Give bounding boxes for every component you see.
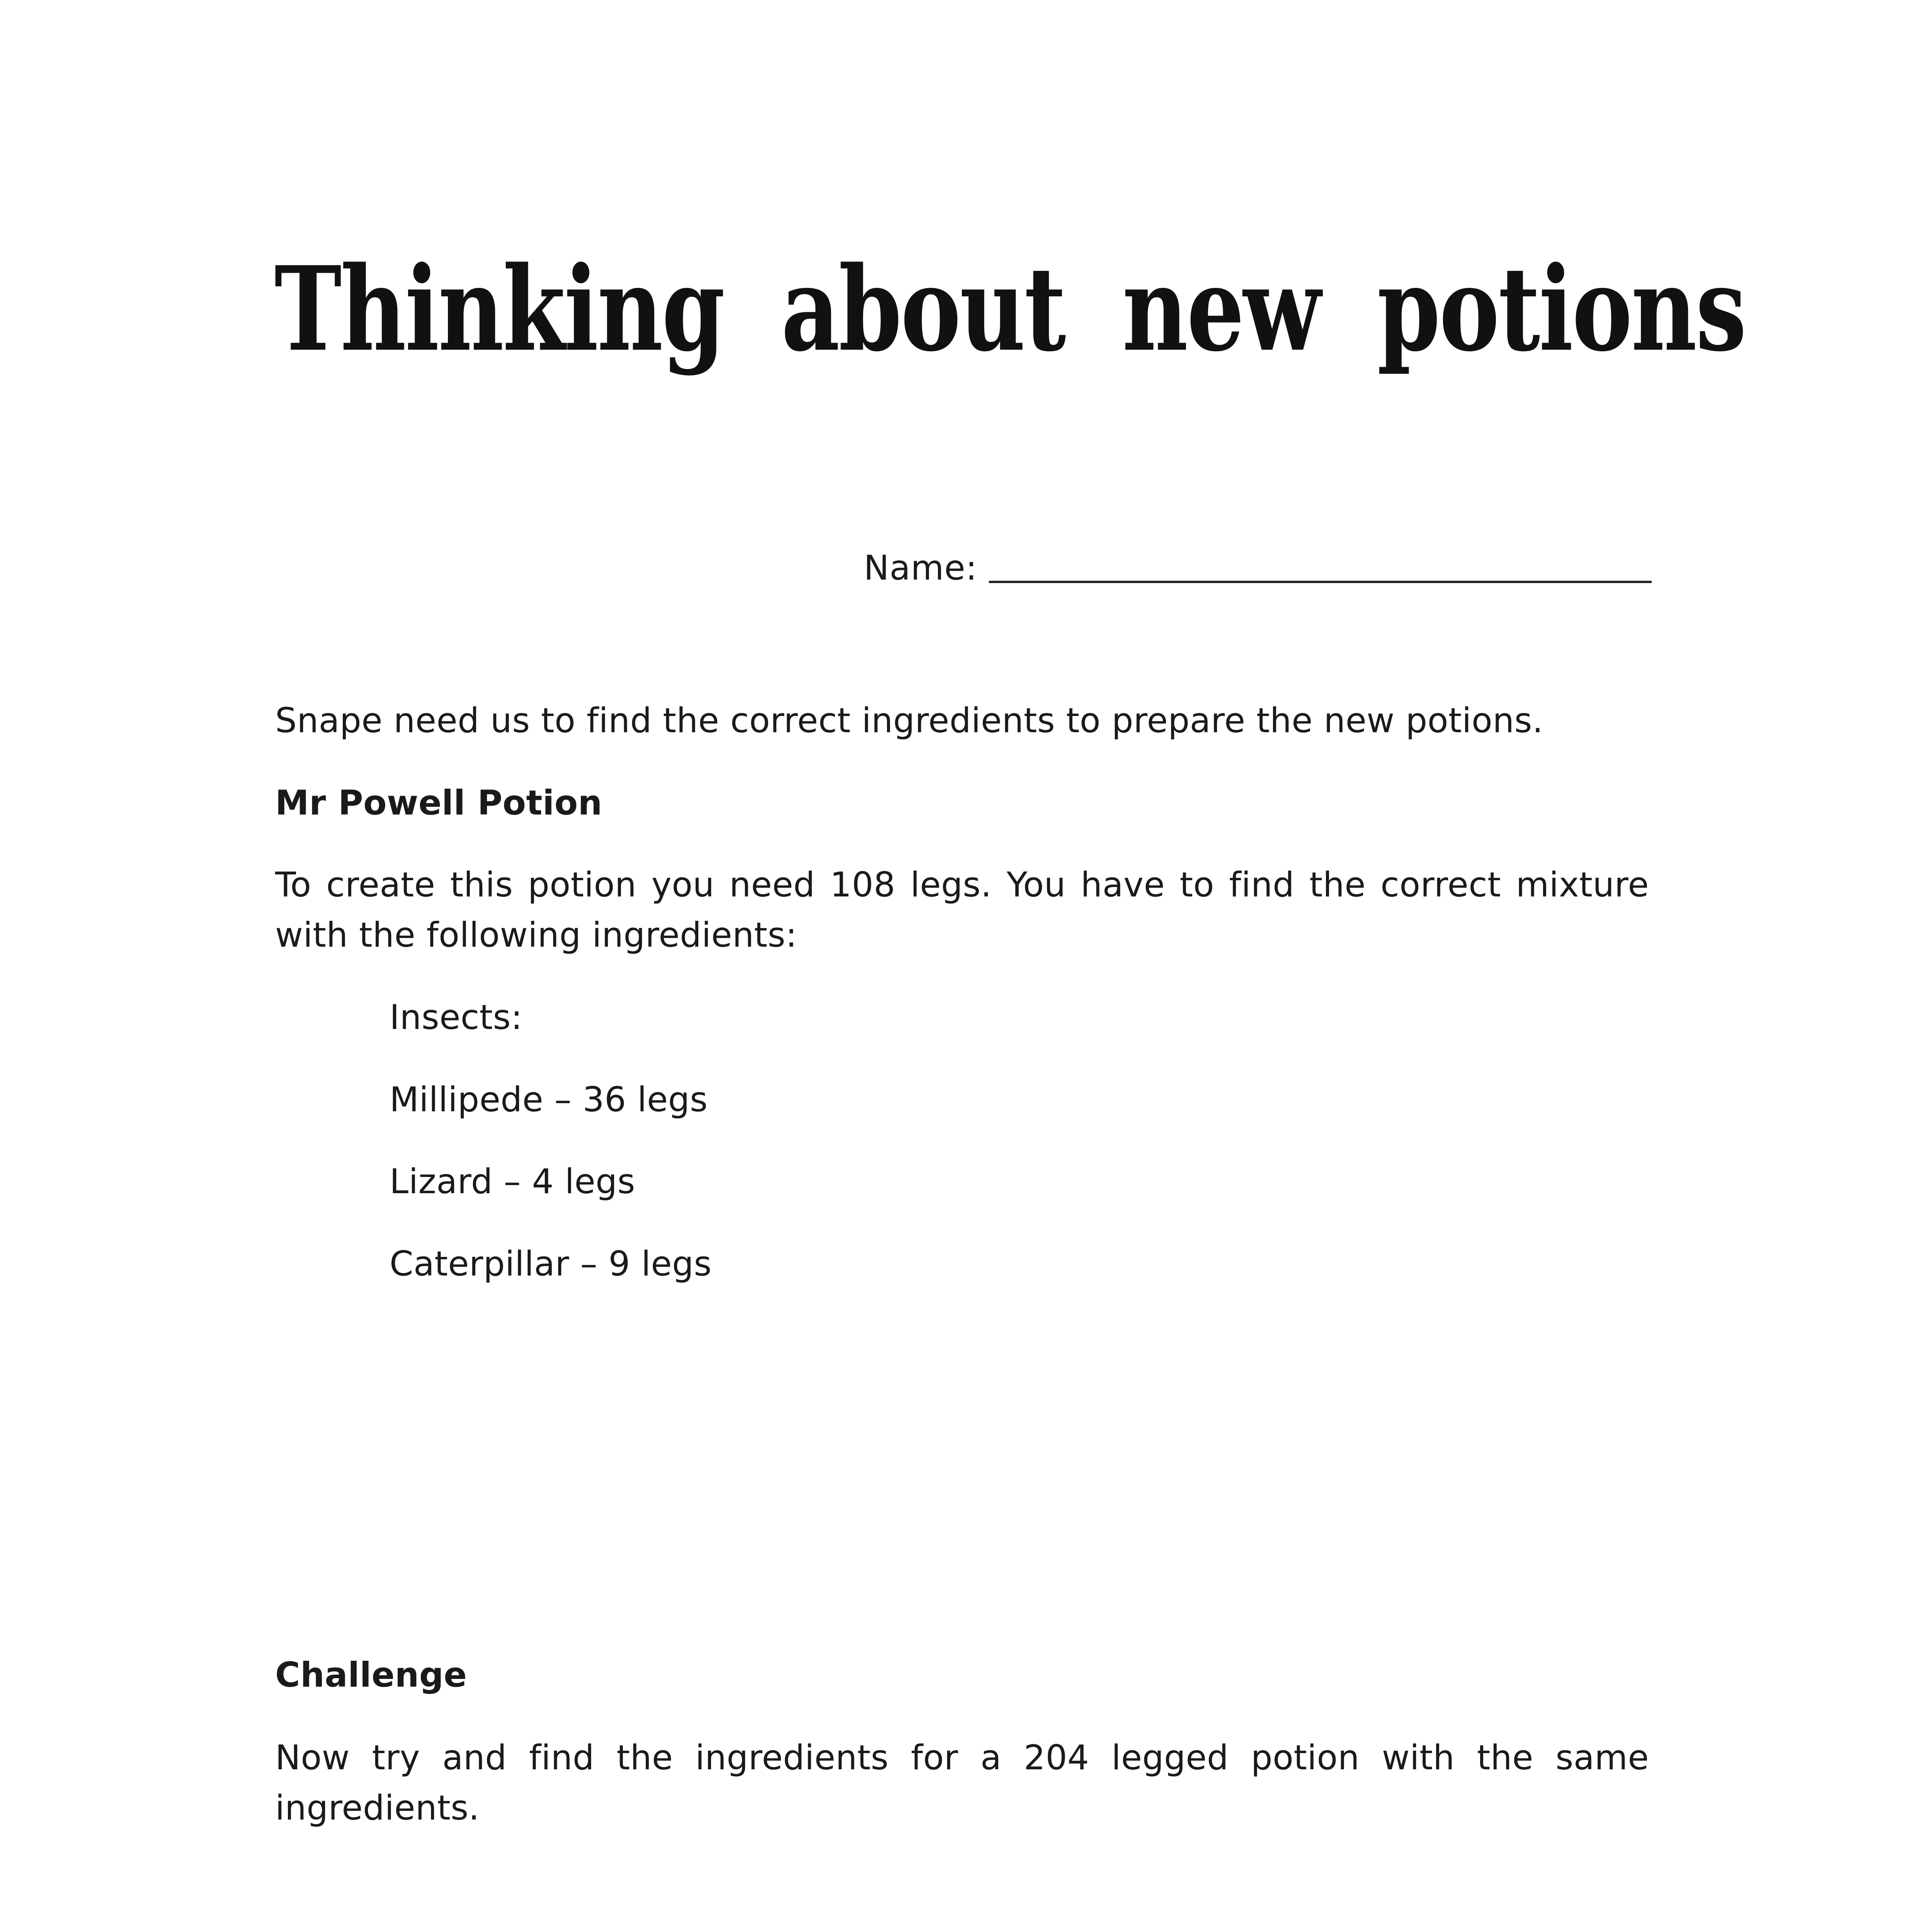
- name-write-line: [989, 581, 1652, 583]
- challenge-text: Now try and find the ingredients for a 204 legged potion with the same ingredients.: [275, 1738, 1649, 1828]
- name-field: [864, 539, 1652, 593]
- name-label: Name:: [864, 548, 978, 588]
- section-heading-mr-powell-potion: Mr Powell Potion: [275, 783, 602, 823]
- intro-text: Snape need us to find the correct ingredients to prepare the new potions.: [275, 701, 1543, 740]
- potion-instructions: To create this potion you need 108 legs. You have to find the correct mixture with the following ingredients:: [275, 865, 1649, 955]
- ingredient-item: Caterpillar – 9 legs: [390, 1244, 712, 1284]
- challenge-heading: Challenge: [275, 1655, 467, 1695]
- ingredient-item: Millipede – 36 legs: [390, 1080, 708, 1119]
- worksheet-title: Thinking about new potions: [274, 241, 1746, 377]
- ingredients-list-heading: Insects:: [390, 997, 523, 1037]
- ingredient-item: Lizard – 4 legs: [390, 1162, 635, 1201]
